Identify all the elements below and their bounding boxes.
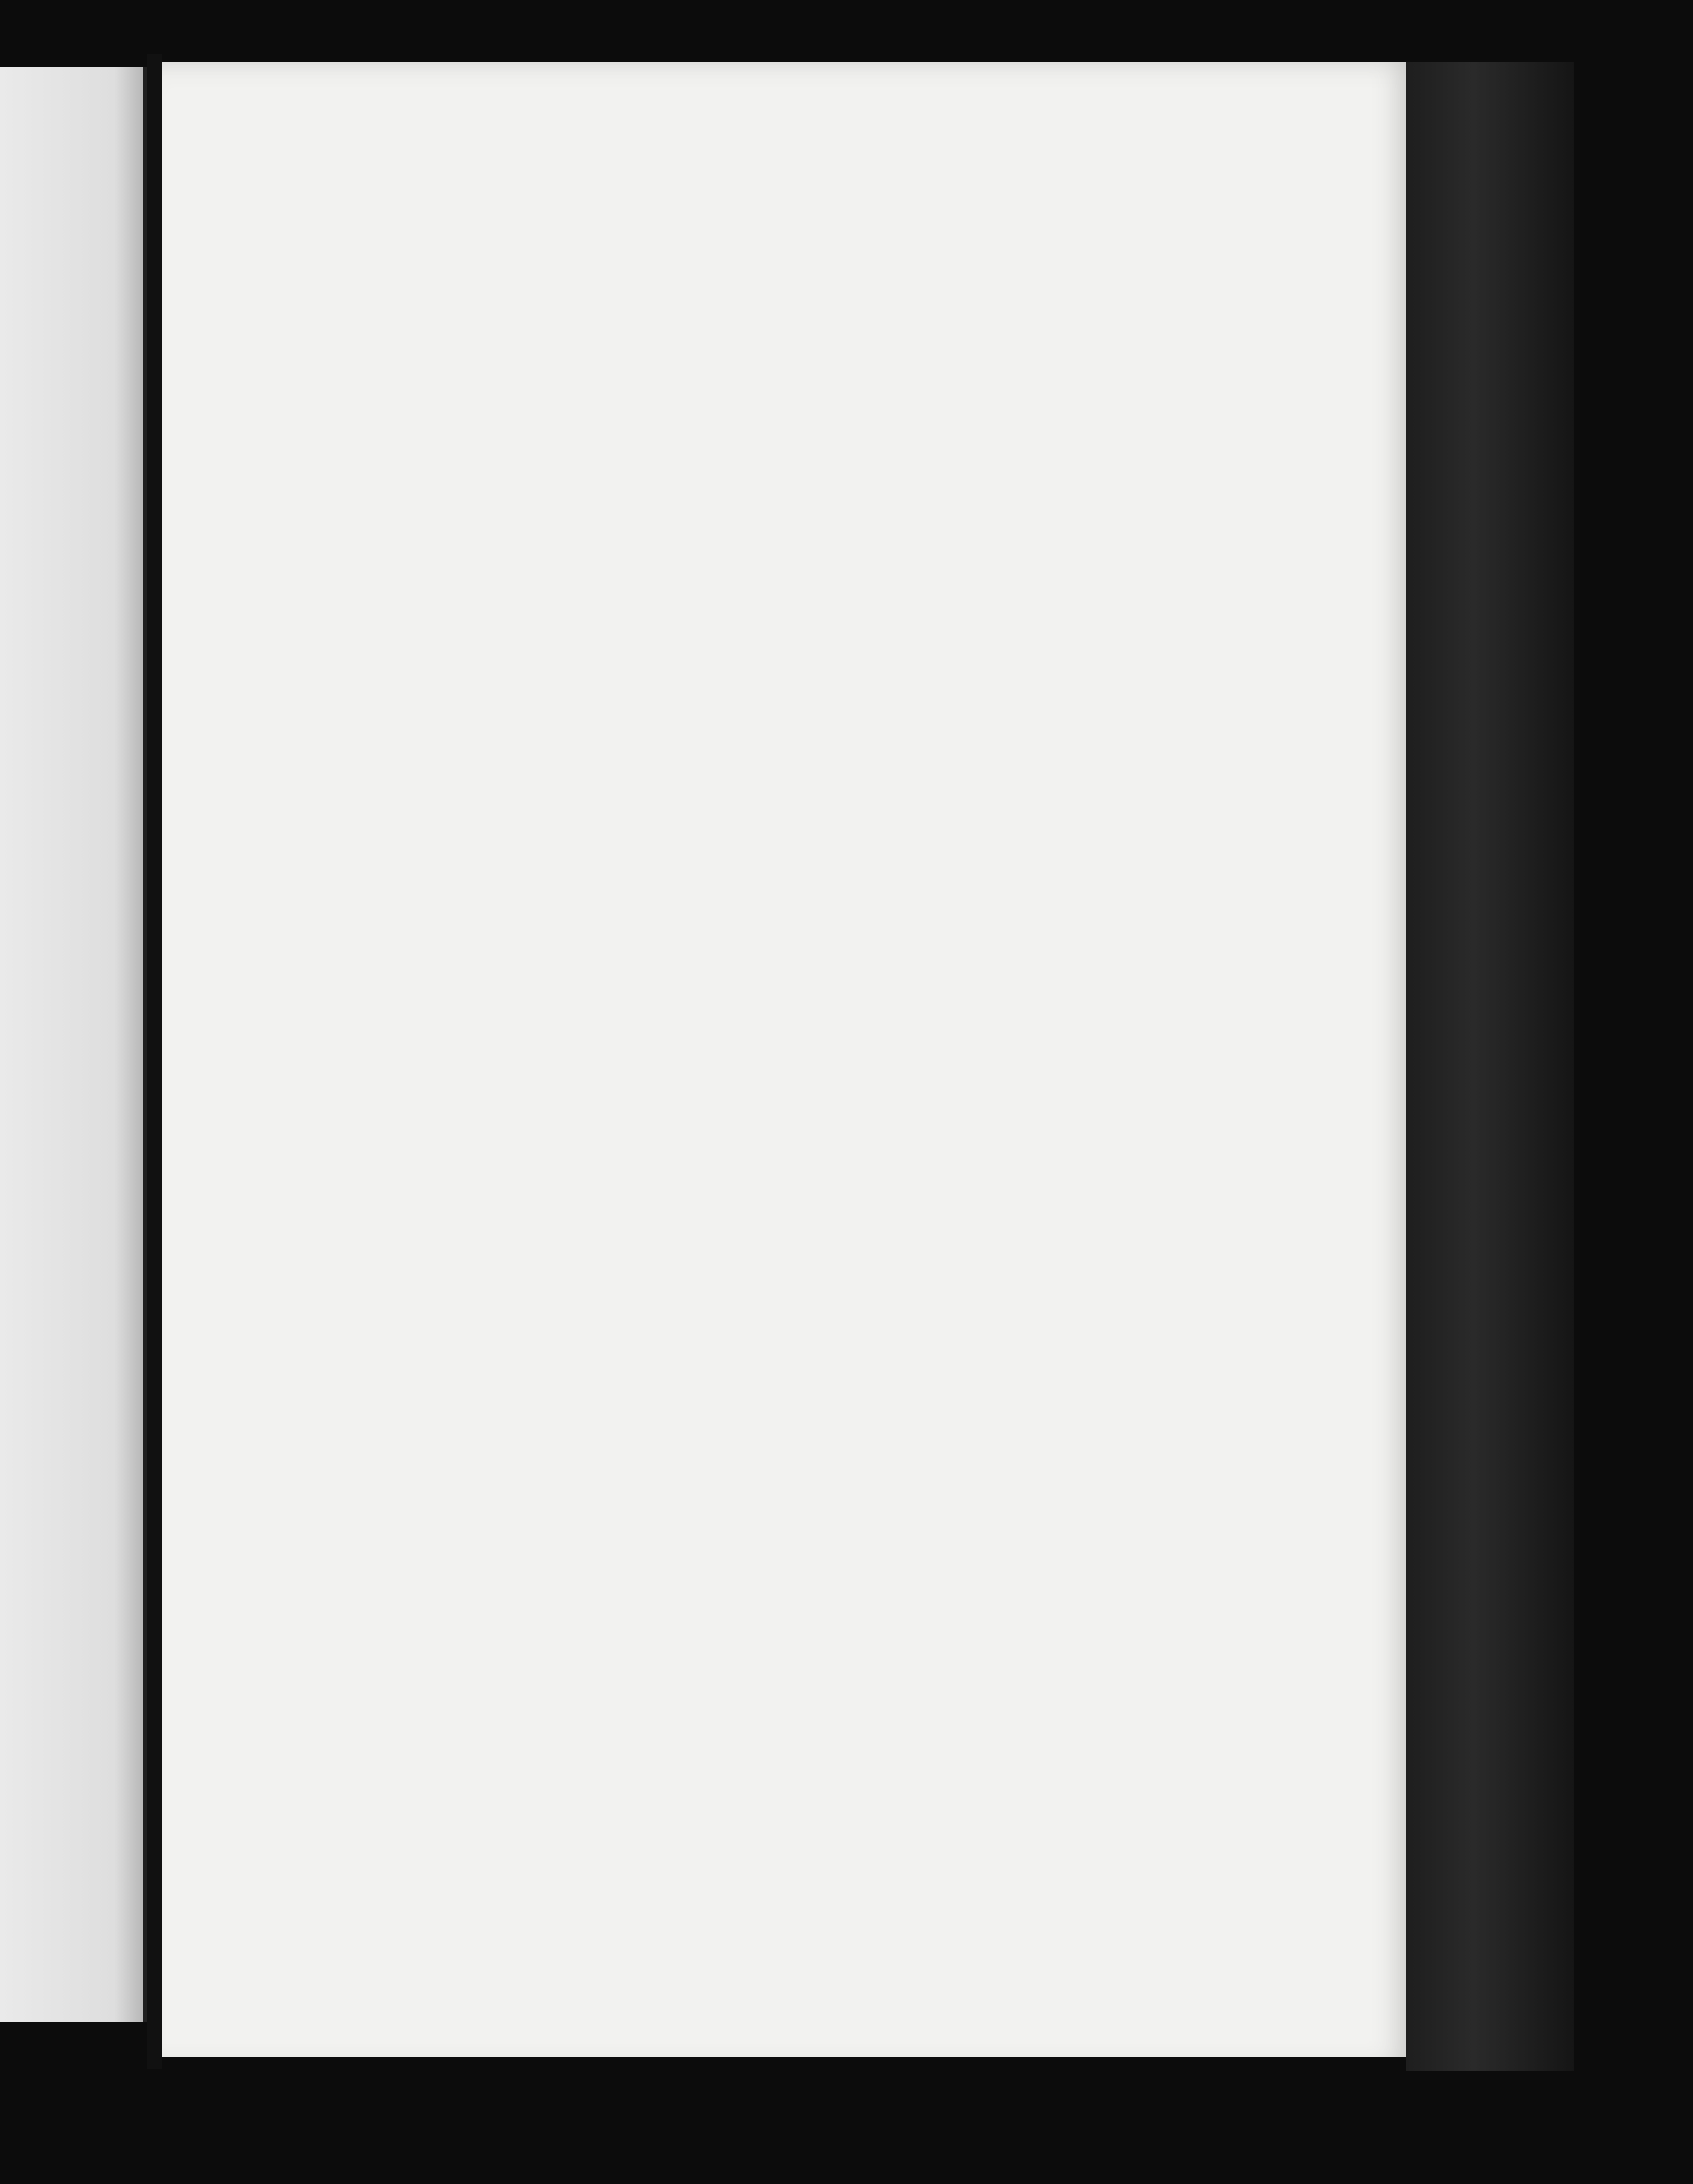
book-cover-edge — [1406, 62, 1574, 2071]
book-page — [162, 62, 1406, 2057]
book-gutter — [147, 54, 162, 2069]
facing-page-edge — [0, 67, 147, 2022]
